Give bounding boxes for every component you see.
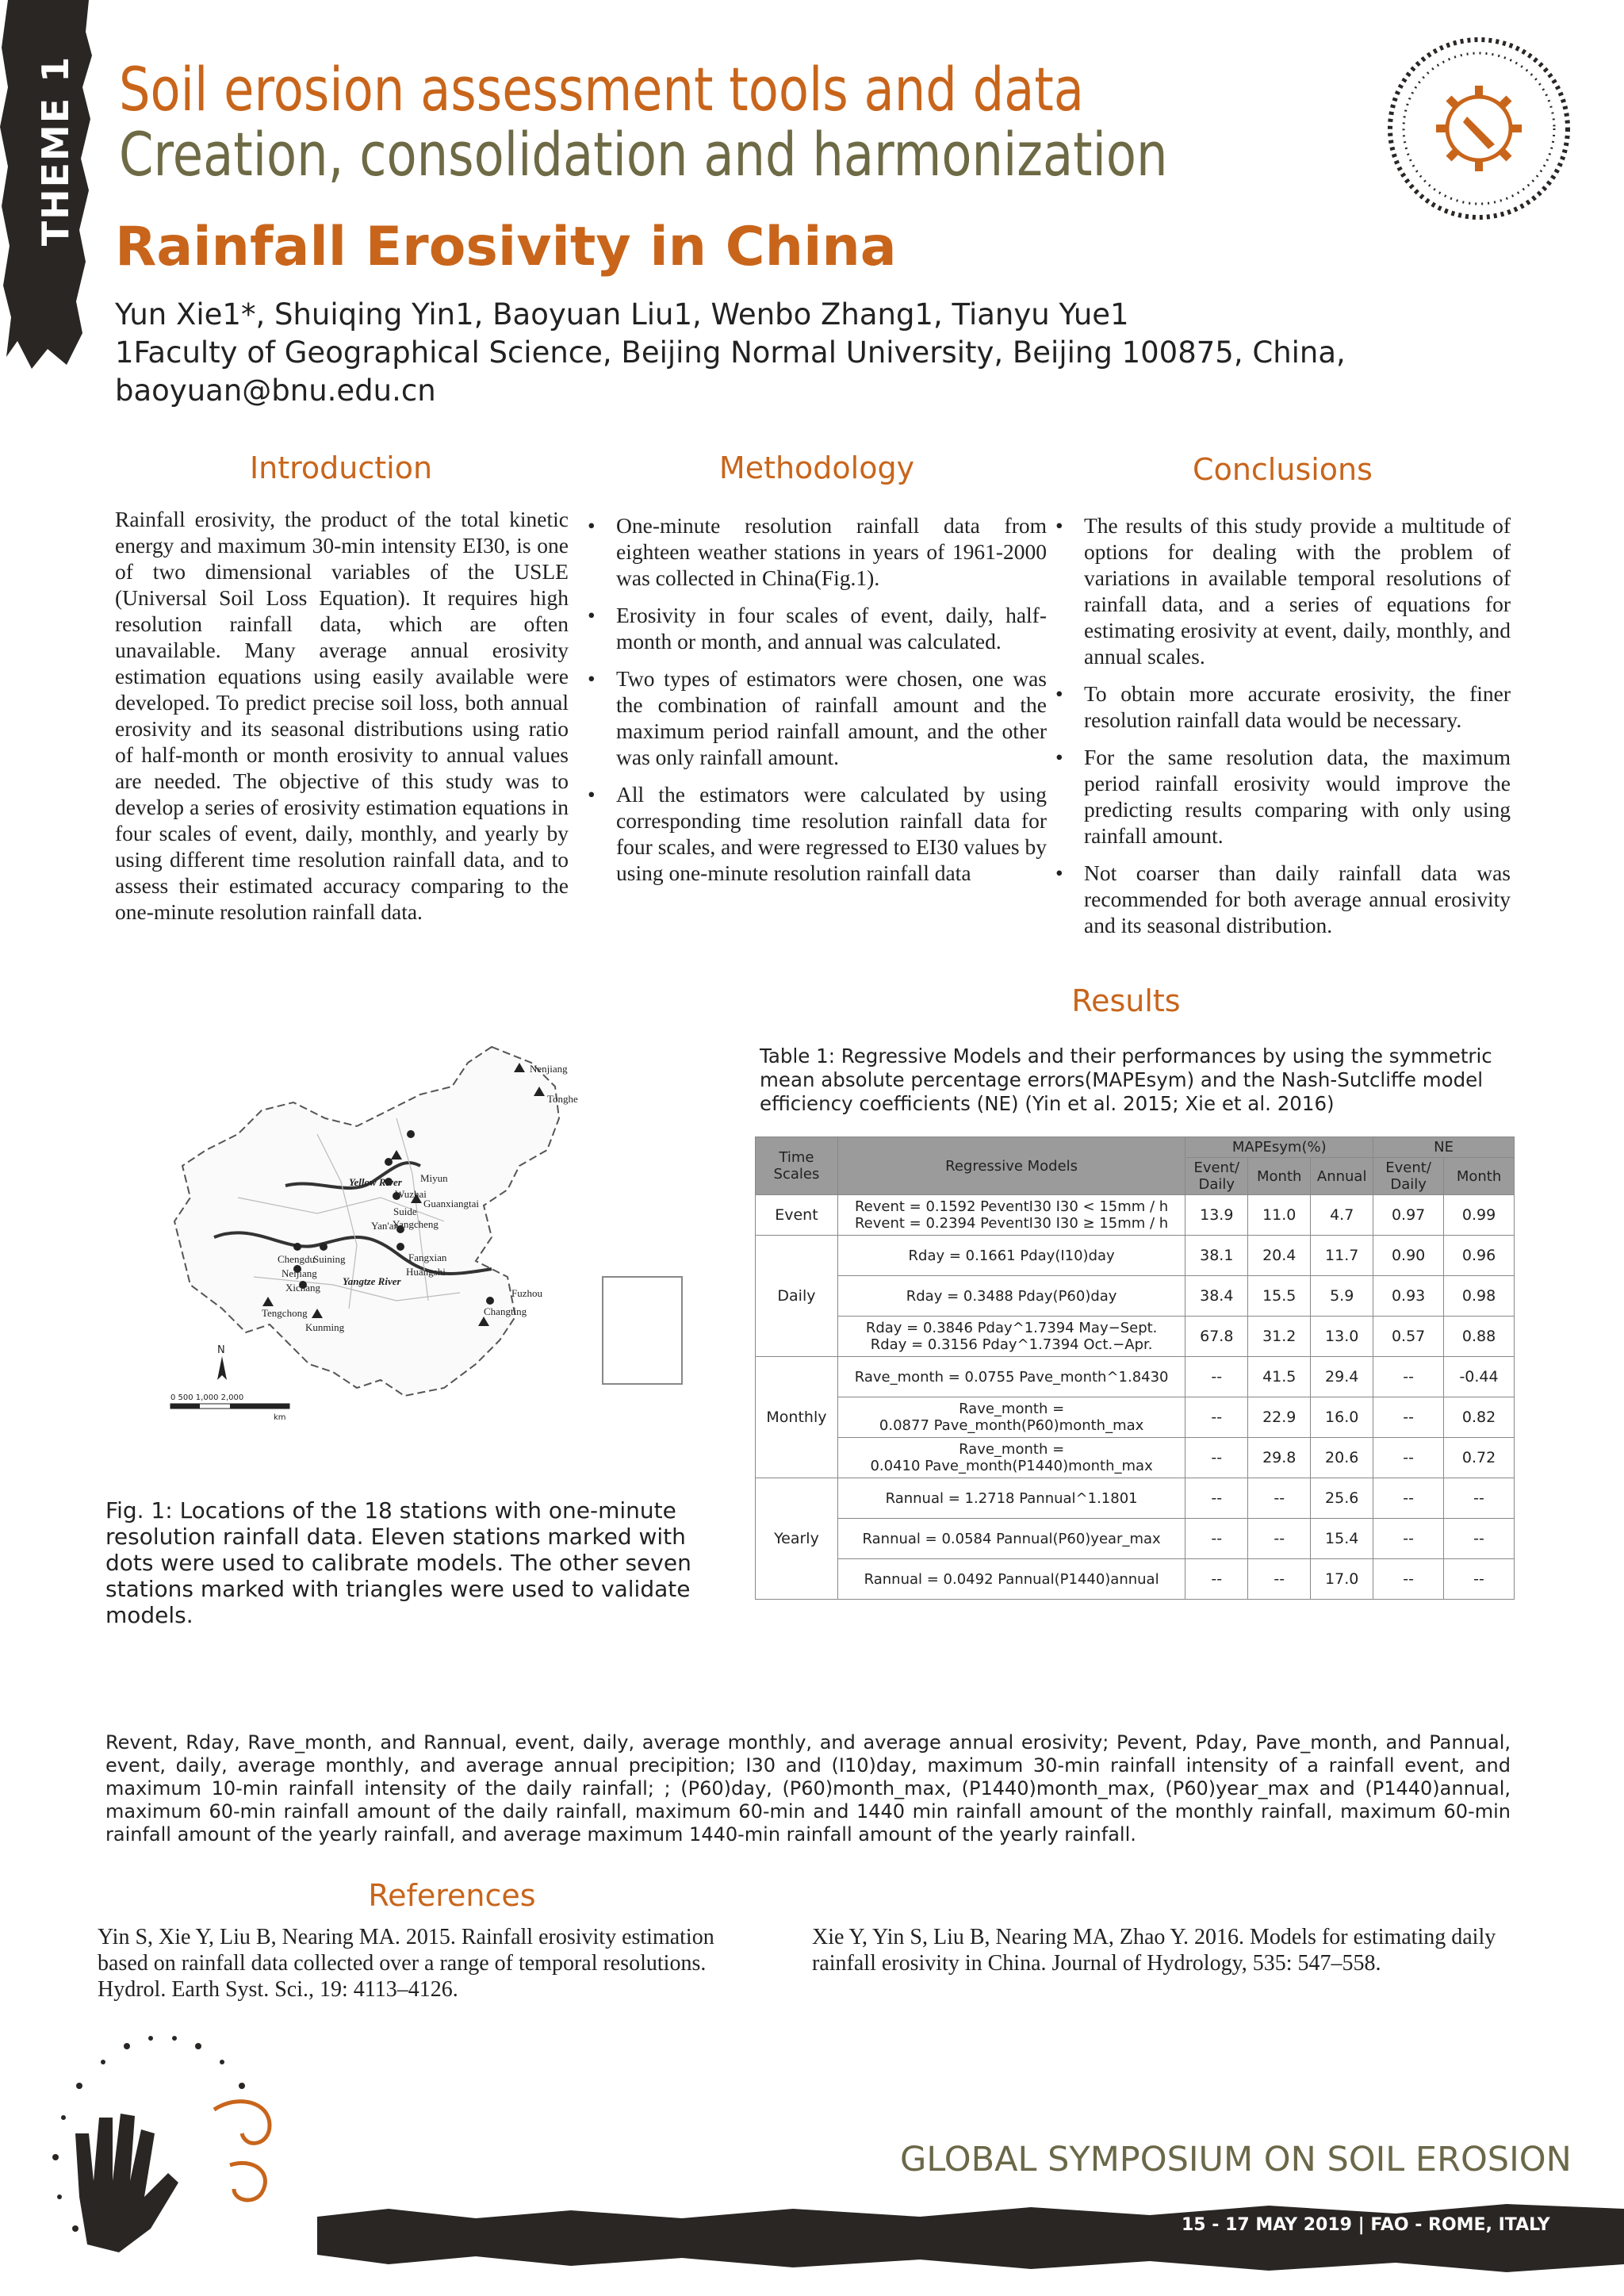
map-label: Nenjiang	[530, 1063, 568, 1075]
value-cell: 41.5	[1248, 1357, 1311, 1397]
table-header: Regressive Models	[837, 1137, 1185, 1195]
value-cell: 31.2	[1248, 1317, 1311, 1357]
model-cell: Rave_month = 0.0410 Pave_month(P1440)month_max	[837, 1438, 1185, 1478]
model-cell: Rday = 0.3846 Pday^1.7394 May−Sept. Rday = 0.3156 Pday^1.7394 Oct.−Apr.	[837, 1317, 1185, 1357]
north-arrow-icon	[217, 1344, 227, 1380]
reference-1: Yin S, Xie Y, Liu B, Nearing MA. 2015. Rainfall erosivity estimation based on rainfall data collected over a range of temporal resolutions. Hydrol. Earth Syst. Sci., 19: 4113–4126.	[98, 1925, 714, 2002]
value-cell: 4.7	[1311, 1195, 1373, 1236]
table-row	[756, 1519, 1515, 1559]
header-line-1: Soil erosion assessment tools and data	[119, 54, 1084, 125]
value-cell: 15.4	[1311, 1519, 1373, 1559]
value-cell: --	[1185, 1357, 1248, 1397]
list-item: • The results of this study provide a multitude of options for dealing with the problem of variations in available temporal resolutions of rainfall data, and a series of equations for estimating erosivity at event, daily, monthly, and annual scales.	[1055, 513, 1511, 669]
value-cell: 16.0	[1311, 1397, 1373, 1438]
map-scale: 0 500 1,000 2,000	[170, 1393, 244, 1402]
table-header: Month	[1444, 1158, 1515, 1195]
value-cell: --	[1444, 1519, 1515, 1559]
introduction-text: Rainfall erosivity, the product of the total kinetic energy and maximum 30-min intensity EI30, is one of two dimensional variables of the USLE (Universal Soil Loss Equation). It requires high resolution rainfall data, which are often unavailable. Many average annual erosivity estimation equations using easily available were developed. To predict precise soil loss, both annual erosivity and its seasonal distributions using ratio of half-month or month erosivity to annual values are needed. The objective of this study was to develop a series of erosivity estimation equations in four scales of event, daily, monthly, and yearly by using different time resolution rainfall data, and to assess their estimated accuracy comparing to the one-minute resolution rainfall data.	[115, 507, 569, 924]
value-cell: 0.72	[1444, 1438, 1515, 1478]
table-row	[756, 1397, 1515, 1438]
china-station-map	[159, 1039, 698, 1451]
table-header: Annual	[1311, 1158, 1373, 1195]
authors: Yun Xie1*, Shuiqing Yin1, Baoyuan Liu1, Wenbo Zhang1, Tianyu Yue1	[115, 297, 1129, 332]
model-cell: Rannual = 0.0492 Pannual(P1440)annual	[837, 1559, 1185, 1600]
value-cell: 15.5	[1248, 1276, 1311, 1317]
value-cell: --	[1373, 1397, 1444, 1438]
value-cell: 20.6	[1311, 1438, 1373, 1478]
map-label: Yangcheng	[393, 1218, 439, 1230]
map-label: Miyun	[420, 1172, 448, 1184]
value-cell: --	[1248, 1559, 1311, 1600]
results-table	[755, 1137, 1515, 1600]
value-cell: --	[1248, 1478, 1311, 1519]
table-row	[756, 1438, 1515, 1478]
value-cell: 5.9	[1311, 1276, 1373, 1317]
value-cell: --	[1185, 1559, 1248, 1600]
references-heading: References	[368, 1878, 536, 1913]
abbreviations-note: Revent, Rday, Rave_month, and Rannual, event, daily, average monthly, and average annual erosivity; Pevent, Pday, Pave_month, and Pannual, event, daily, average monthly, and average annual precipition; I30 and (I10)day, maximum 30-min rainfall intensity of a rainfall event, and maximum 10-min rainfall intensity of the daily rainfall; ; (P60)day, (P60)month_max, (P1440)month_max, (P60)year_max and (P1440)annual, maximum 60-min rainfall amount of the daily rainfall, maximum 60-min and 1440 min rainfall amount of the monthly rainfall, maximum 60-min rainfall amount of the yearly rainfall, and average maximum 1440-min rainfall amount of the yearly rainfall.	[105, 1731, 1511, 1846]
value-cell: --	[1373, 1519, 1444, 1559]
map-label: Tengchong	[262, 1307, 308, 1319]
conclusions-heading: Conclusions	[1193, 452, 1373, 487]
value-cell: --	[1185, 1519, 1248, 1559]
email[interactable]: baoyuan@bnu.edu.cn	[115, 374, 436, 408]
table-row	[756, 1236, 1515, 1276]
value-cell: --	[1185, 1397, 1248, 1438]
table-header: Month	[1248, 1158, 1311, 1195]
gear-hand-logo-icon	[1384, 33, 1574, 224]
value-cell: 0.88	[1444, 1317, 1515, 1357]
value-cell: 13.0	[1311, 1317, 1373, 1357]
value-cell: --	[1373, 1478, 1444, 1519]
value-cell: 0.93	[1373, 1276, 1444, 1317]
time-scale-cell: Daily	[756, 1236, 838, 1357]
map-label: Xichang	[285, 1282, 321, 1294]
list-item: • Erosivity in four scales of event, daily, half-month or month, and annual was calculated.	[588, 603, 1047, 654]
reference-2: Xie Y, Yin S, Liu B, Nearing MA, Zhao Y. 2016. Models for estimating daily rainfall erosivity in China. Journal of Hydrology, 535: 547–558.	[812, 1925, 1496, 1976]
map-label: Yangtze River	[343, 1275, 401, 1287]
map-label: Huangshi	[406, 1266, 446, 1278]
table-row	[756, 1478, 1515, 1519]
map-label: Suide	[393, 1205, 417, 1217]
table-row	[756, 1276, 1515, 1317]
table-header: Time Scales	[756, 1137, 838, 1195]
table-header: Event/ Daily	[1373, 1158, 1444, 1195]
list-item: • To obtain more accurate erosivity, the finer resolution rainfall data would be necessary.	[1055, 681, 1511, 732]
symposium-title: GLOBAL SYMPOSIUM ON SOIL EROSION	[900, 2140, 1572, 2179]
value-cell: 11.0	[1248, 1195, 1311, 1236]
map-label: Wuzhai	[395, 1188, 427, 1200]
map-label: Changting	[484, 1305, 527, 1317]
list-item: • One-minute resolution rainfall data from eighteen weather stations in years of 1961-2000 was collected in China(Fig.1).	[588, 513, 1047, 590]
value-cell: --	[1248, 1519, 1311, 1559]
map-label: Yellow River	[349, 1176, 402, 1188]
value-cell: --	[1444, 1559, 1515, 1600]
model-cell: Revent = 0.1592 PeventI30 I30 < 15mm / h Revent = 0.2394 PeventI30 I30 ≥ 15mm / h	[837, 1195, 1185, 1236]
affiliation: 1Faculty of Geographical Science, Beijing Normal University, Beijing 100875, China,	[115, 335, 1346, 370]
time-scale-cell: Monthly	[756, 1357, 838, 1478]
value-cell: 11.7	[1311, 1236, 1373, 1276]
map-label: Chengdu	[278, 1253, 315, 1265]
model-cell: Rday = 0.3488 Pday(P60)day	[837, 1276, 1185, 1317]
value-cell: -0.44	[1444, 1357, 1515, 1397]
value-cell: 38.4	[1185, 1276, 1248, 1317]
value-cell: 20.4	[1248, 1236, 1311, 1276]
model-cell: Rannual = 0.0584 Pannual(P60)year_max	[837, 1519, 1185, 1559]
value-cell: 0.96	[1444, 1236, 1515, 1276]
time-scale-cell: Event	[756, 1195, 838, 1236]
value-cell: 17.0	[1311, 1559, 1373, 1600]
header-line-2: Creation, consolidation and harmonization	[119, 119, 1168, 190]
methodology-list	[588, 512, 1047, 897]
value-cell: 0.97	[1373, 1195, 1444, 1236]
symposium-dates: 15 - 17 MAY 2019 | FAO - ROME, ITALY	[1182, 2215, 1550, 2235]
map-label: Neijiang	[282, 1267, 317, 1279]
theme-label: THEME 1	[34, 55, 77, 247]
map-label: Suining	[313, 1253, 346, 1265]
value-cell: 38.1	[1185, 1236, 1248, 1276]
model-cell: Rave_month = 0.0755 Pave_month^1.8430	[837, 1357, 1185, 1397]
value-cell: --	[1373, 1559, 1444, 1600]
value-cell: 0.90	[1373, 1236, 1444, 1276]
table-row	[756, 1357, 1515, 1397]
map-label: Yan'an	[371, 1220, 399, 1232]
map-label: Fuzhou	[511, 1287, 542, 1299]
table-header: MAPEsym(%)	[1185, 1137, 1373, 1158]
table-caption: Table 1: Regressive Models and their performances by using the symmetric mean absolute percentage errors(MAPEsym) and the Nash-Sutcliffe model efficiency coefficients (NE) (Yin et al. 2015; Xie et al. 2016)	[760, 1045, 1492, 1115]
time-scale-cell: Yearly	[756, 1478, 838, 1600]
value-cell: --	[1373, 1357, 1444, 1397]
map-scale-unit: km	[274, 1413, 286, 1422]
svg-text:N: N	[217, 1344, 225, 1356]
table-row	[756, 1559, 1515, 1600]
map-label: Guanxiangtai	[423, 1198, 480, 1209]
hand-print-logo-icon	[32, 2014, 317, 2276]
table-row	[756, 1195, 1515, 1236]
list-item: • Not coarser than daily rainfall data was recommended for both average annual erosivity and its seasonal distribution.	[1055, 861, 1511, 937]
table-header: Event/ Daily	[1185, 1158, 1248, 1195]
table-header: NE	[1373, 1137, 1515, 1158]
value-cell: 29.8	[1248, 1438, 1311, 1478]
map-label: Fangxian	[408, 1251, 447, 1263]
value-cell: --	[1444, 1478, 1515, 1519]
value-cell: 25.6	[1311, 1478, 1373, 1519]
value-cell: --	[1185, 1438, 1248, 1478]
value-cell: 13.9	[1185, 1195, 1248, 1236]
list-item: • For the same resolution data, the maximum period rainfall erosivity would improve the predicting results comparing with only using rainfall amount.	[1055, 745, 1511, 848]
value-cell: --	[1185, 1478, 1248, 1519]
introduction-heading: Introduction	[249, 450, 433, 485]
value-cell: 0.99	[1444, 1195, 1515, 1236]
value-cell: 67.8	[1185, 1317, 1248, 1357]
model-cell: Rannual = 1.2718 Pannual^1.1801	[837, 1478, 1185, 1519]
conclusions-list	[1055, 512, 1511, 949]
list-item: • Two types of estimators were chosen, one was the combination of rainfall amount and the maximum period rainfall amount, and the other was only rainfall amount.	[588, 666, 1047, 769]
value-cell: 22.9	[1248, 1397, 1311, 1438]
methodology-heading: Methodology	[718, 450, 915, 485]
results-heading: Results	[1071, 983, 1181, 1018]
value-cell: 29.4	[1311, 1357, 1373, 1397]
map-label: Kunming	[305, 1321, 345, 1333]
table-row	[756, 1317, 1515, 1357]
model-cell: Rday = 0.1661 Pday(I10)day	[837, 1236, 1185, 1276]
value-cell: 0.98	[1444, 1276, 1515, 1317]
model-cell: Rave_month = 0.0877 Pave_month(P60)month_max	[837, 1397, 1185, 1438]
poster-title: Rainfall Erosivity in China	[115, 216, 897, 278]
list-item: • All the estimators were calculated by using corresponding time resolution rainfall data for four scales, and were regressed to EI30 values by using one-minute resolution rainfall data	[588, 782, 1047, 885]
value-cell: 0.57	[1373, 1317, 1444, 1357]
figure-caption: Fig. 1: Locations of the 18 stations with one-minute resolution rainfall data. Eleven stations marked with dots were used to calibrate models. The other seven stations marked with triangles were used to validate models.	[105, 1497, 691, 1628]
value-cell: --	[1373, 1438, 1444, 1478]
value-cell: 0.82	[1444, 1397, 1515, 1438]
map-label: Tonghe	[547, 1093, 578, 1105]
